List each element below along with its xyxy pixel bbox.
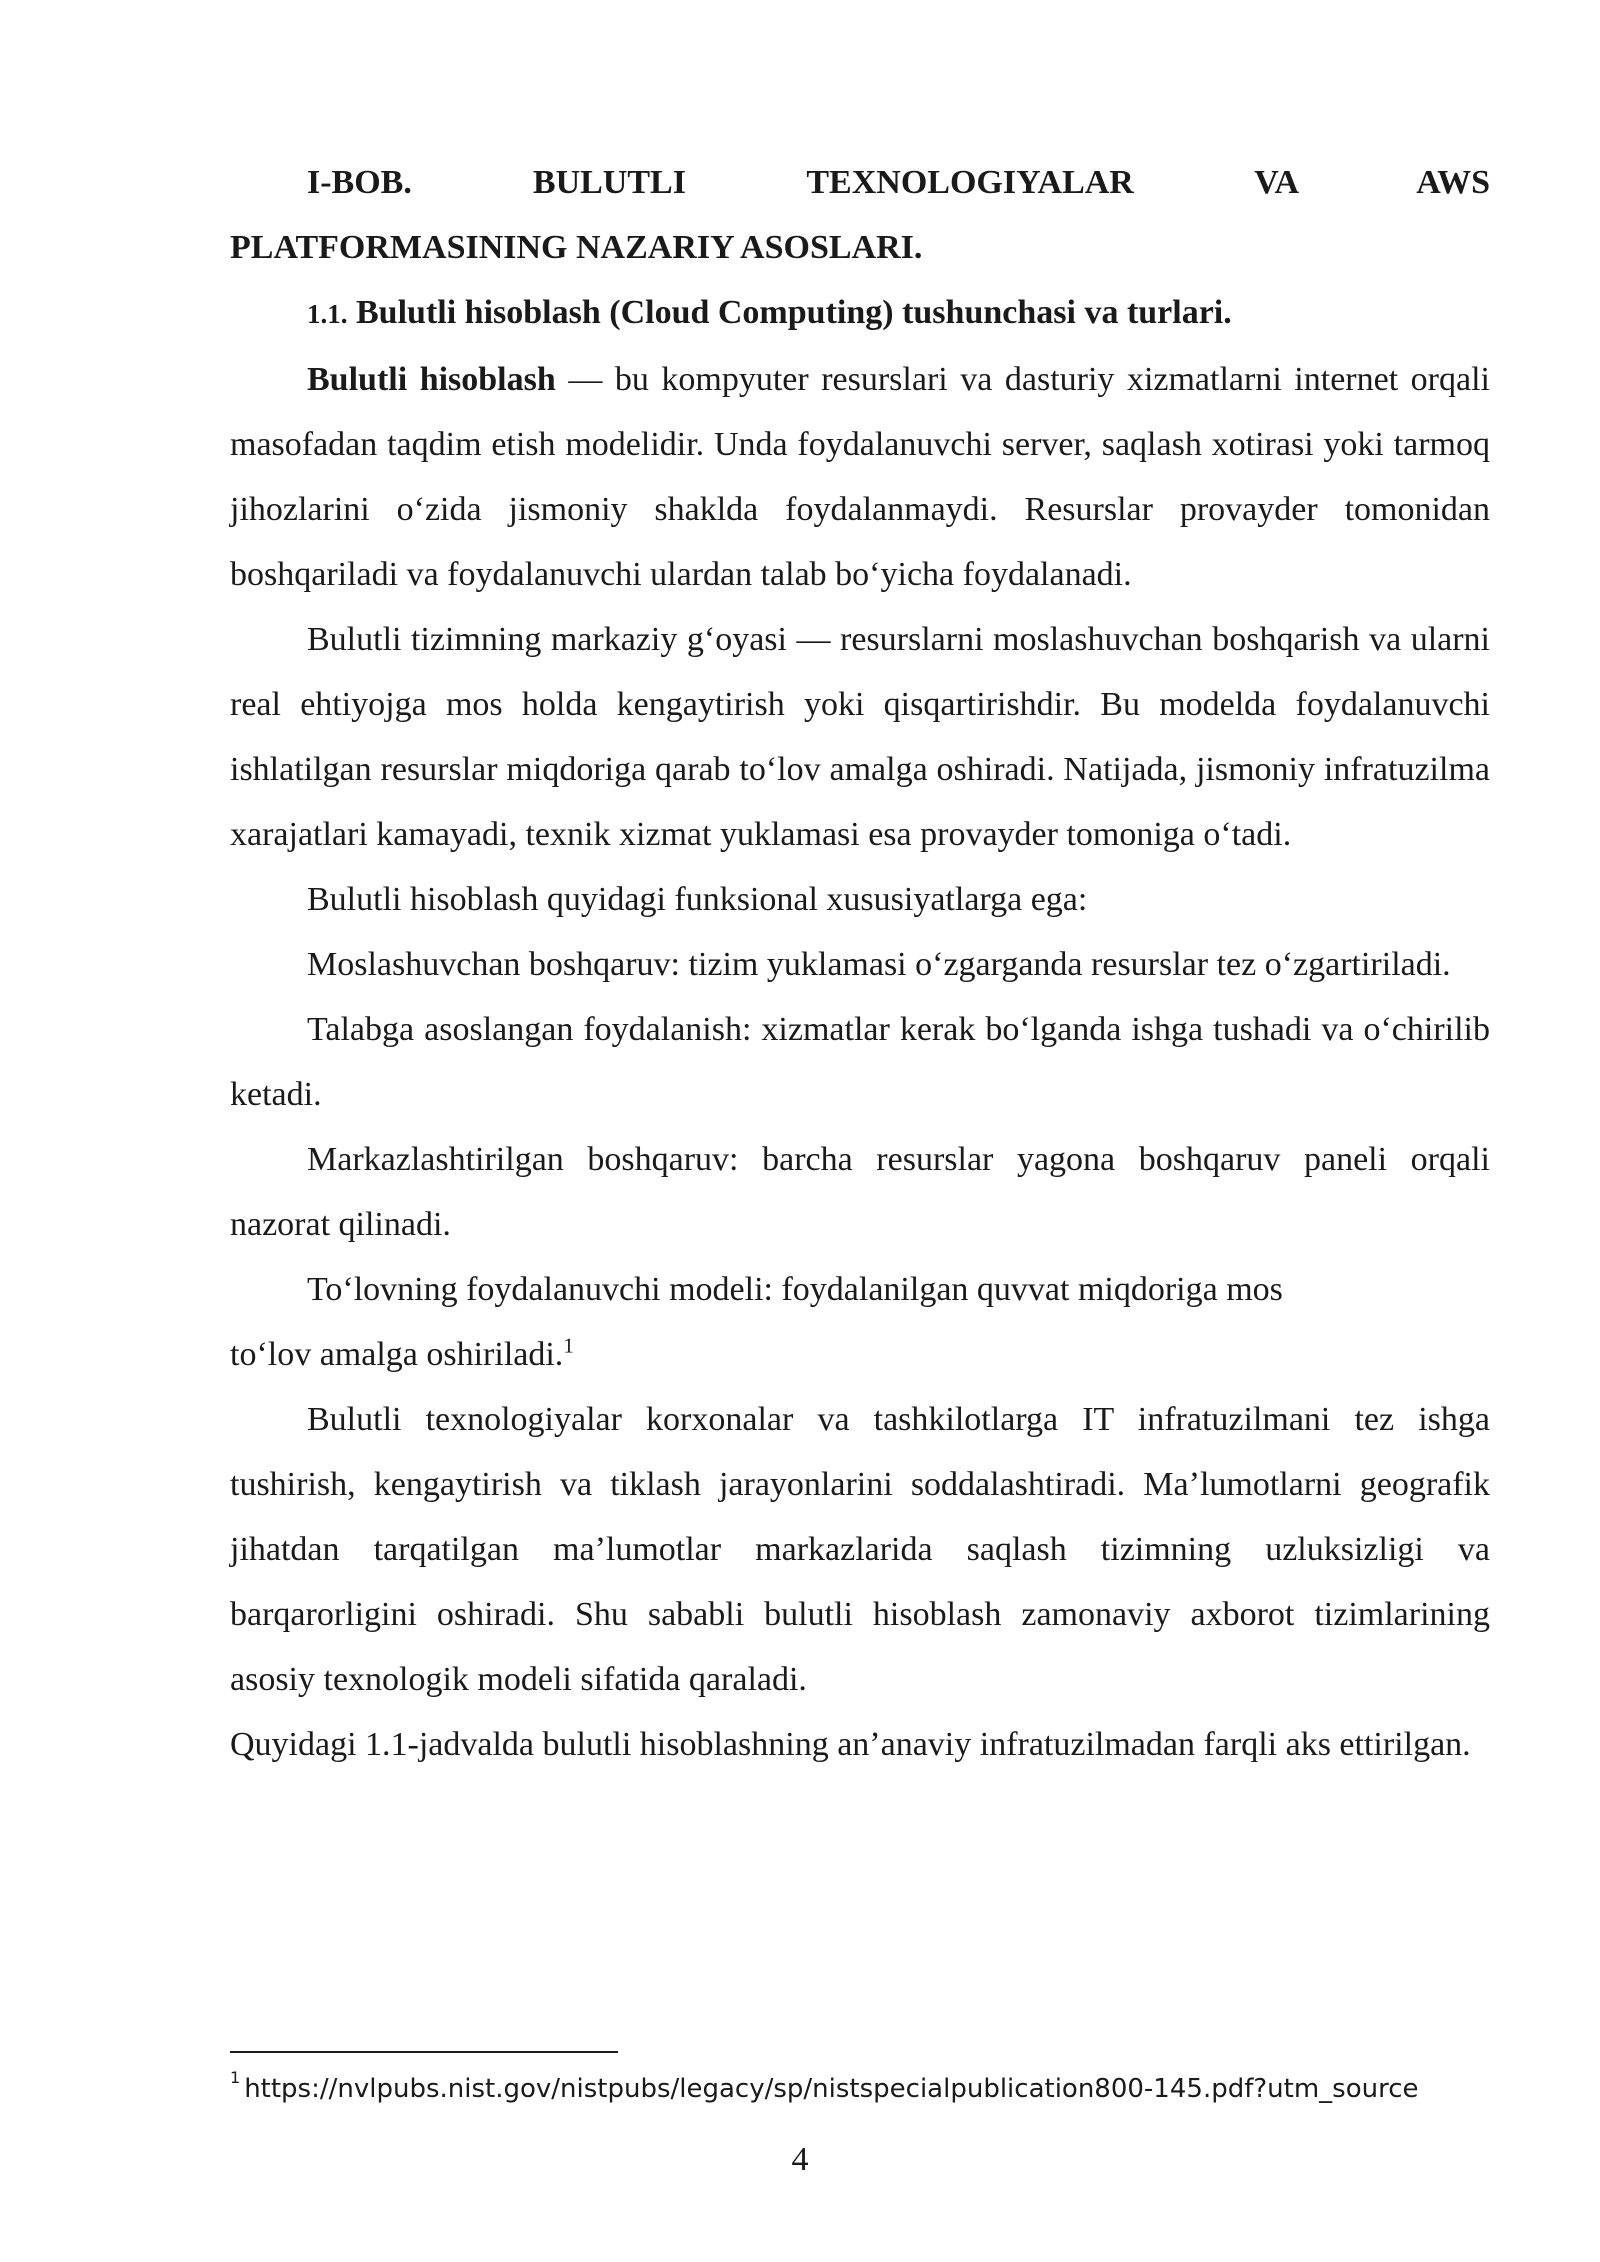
paragraph-definition: Bulutli hisoblash — bu kompyuter resurslari va dasturiy xizmatlarni internet orqali masofadan taqdim etish modelidir. Unda foydalanuvchi server, saqlash xotirasi yoki tarmoq jihozlarini oʻzida jismoniy shaklda foydalanmaydi. Resurslar provayder tomonidan boshqariladi va foydalanuvchi ulardan talab boʻyicha foydalanadi. [230,361,1490,593]
footnote-reference[interactable]: 1 [563,1333,574,1358]
footnote-link[interactable]: https://nvlpubs.nist.gov/nistpubs/legacy/sp/nistspecialpublication800-145.pdf?utm_source [244,2074,1419,2104]
feature-payment-model-line2: toʻlov amalga oshiriladi.$^1$ [230,1333,574,1373]
footnote-number: 1 [230,2068,241,2087]
chapter-heading-line2: PLATFORMASINING NAZARIY ASOSLARI. [230,229,923,266]
paragraph-table-intro: Quyidagi 1.1-jadvalda bulutli hisoblashning anʼanaviy infratuzilmadan farqli aks ettirilgan. [230,1726,1471,1763]
feature-on-demand: Talabga asoslangan foydalanish: xizmatlar kerak boʻlganda ishga tushadi va oʻchirilib ketadi. [230,1011,1490,1113]
chapter-heading-line1: I-BOB. BULUTLI TEXNOLOGIYALAR VA AWS [307,164,1490,201]
section-heading [230,280,1490,347]
footnote [230,2070,1490,2108]
page-number: 4 [791,2141,809,2178]
section-number: 1.1. [307,299,348,329]
feature-flexible-management: Moslashuvchan boshqaruv: tizim yuklamasi oʻzgarganda resurslar tez oʻzgartiriladi. [307,946,1451,983]
paragraph-core-idea: Bulutli tizimning markaziy gʻoyasi — resurslarni moslashuvchan boshqarish va ularni real ehtiyojga mos holda kengaytirish yoki qisqartirishdir. Bu modelda foydalanuvchi ishlatilgan resurslar miqdoriga qarab toʻlov amalga oshiradi. Natijada, jismoniy infratuzilma xarajatlari kamayadi, texnik xizmat yuklamasi esa provayder tomoniga oʻtadi. [230,621,1490,853]
feature-payment-model-line1: Toʻlovning foydalanuvchi modeli: foydalanilgan quvvat miqdoriga mos [307,1271,1283,1308]
footnote-separator [230,2051,618,2053]
term-bold: Bulutli hisoblash [307,361,556,398]
paragraph-features-intro: Bulutli hisoblash quyidagi funksional xususiyatlarga ega: [307,881,1088,918]
paragraph-benefits: Bulutli texnologiyalar korxonalar va tashkilotlarga IT infratuzilmani tez ishga tushirish, kengaytirish va tiklash jarayonlarini soddalashtiradi. Maʼlumotlarni geografik jihatdan tarqatilgan maʼlumotlar markazlarida saqlash tizimning uzluksizligi va barqarorligini oshiradi. Shu sababli bulutli hisoblash zamonaviy axborot tizimlarining asosiy texnologik modeli sifatida qaraladi. [230,1401,1490,1698]
page-body [230,150,1490,1777]
feature-centralized-management: Markazlashtirilgan boshqaruv: barcha resurslar yagona boshqaruv paneli orqali nazorat qilinadi. [230,1141,1490,1243]
section-title: Bulutli hisoblash (Cloud Computing) tushunchasi va turlari. [356,294,1232,331]
